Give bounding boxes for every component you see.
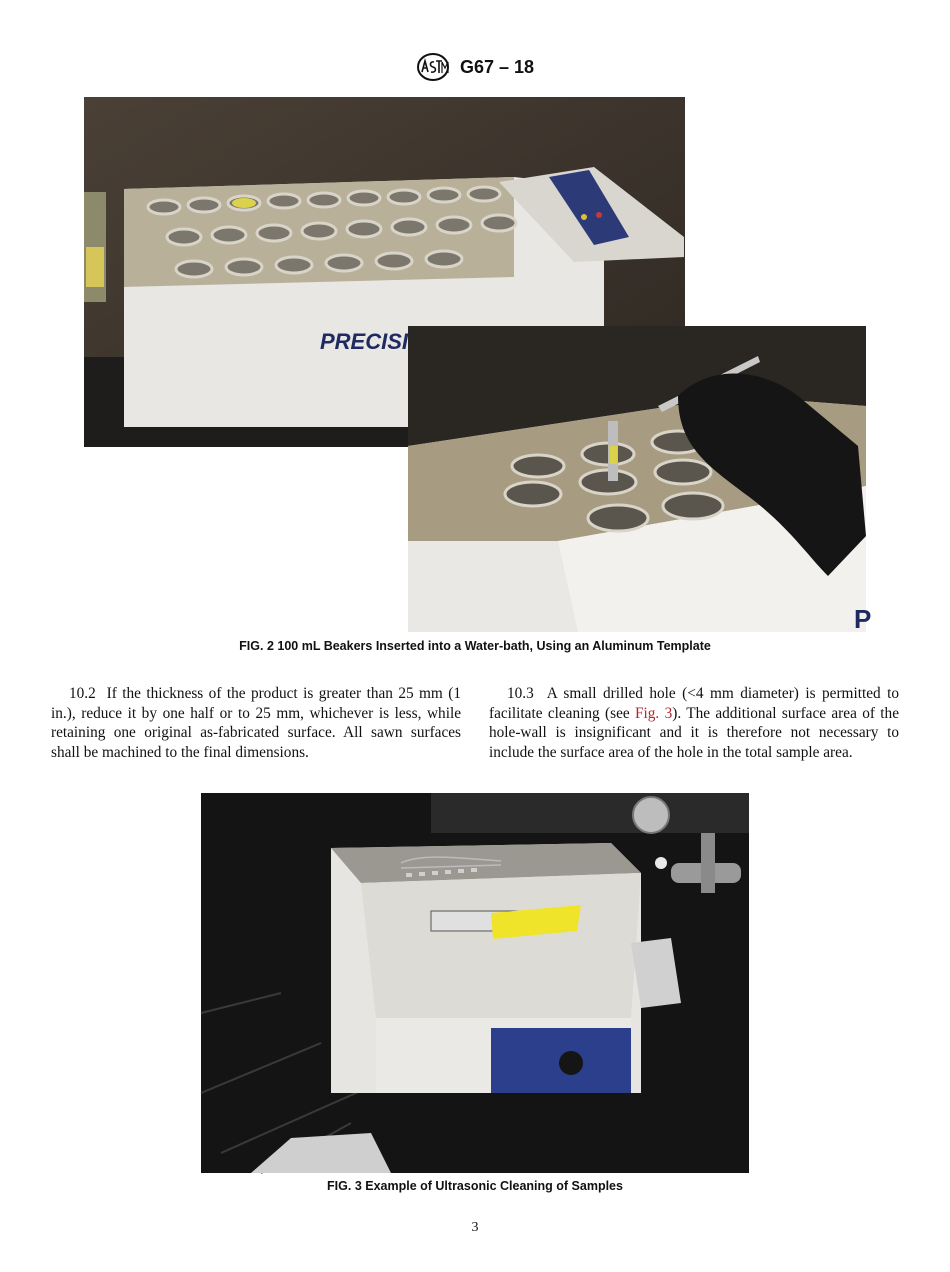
page-number: 3 xyxy=(471,1220,479,1235)
paragraph-text: If the thickness of the product is greater than 25 mm (1 in.), reduce it by one half or to 25 mm, whichever is less, while retaining one original as-fabricated surface. All sawn surfaces shall be machined to the final dimensions. xyxy=(51,685,461,761)
paragraph-10-3 xyxy=(489,684,899,762)
figure-3-caption: FIG. 3 Example of Ultrasonic Cleaning of Samples xyxy=(327,1179,623,1193)
paragraph-text: A small drilled hole (<4 mm diameter) is permitted to facilitate cleaning (see xyxy=(489,685,899,722)
brand-label: PRECISI xyxy=(320,329,409,354)
paragraph-number: 10.3 xyxy=(507,685,534,702)
fig-3-link[interactable]: Fig. 3 xyxy=(635,704,673,722)
brand-label-inset: P xyxy=(854,604,872,634)
paragraph-10-2 xyxy=(51,684,461,762)
figure-2-caption: FIG. 2 100 mL Beakers Inserted into a Water-bath, Using an Aluminum Template xyxy=(239,639,711,653)
figure-2-photo-inset xyxy=(408,326,872,634)
document-id: G67 – 18 xyxy=(459,56,535,77)
paragraph-text: ). The additional surface area of the hole-wall is insignificant and it is therefore not necessary to include the surface area of the hole in the total sample area. xyxy=(489,704,899,761)
paragraph-number: 10.2 xyxy=(69,685,96,702)
page-header xyxy=(0,52,950,82)
astm-logo-icon xyxy=(416,52,450,82)
figure-3-photo xyxy=(201,793,749,1173)
